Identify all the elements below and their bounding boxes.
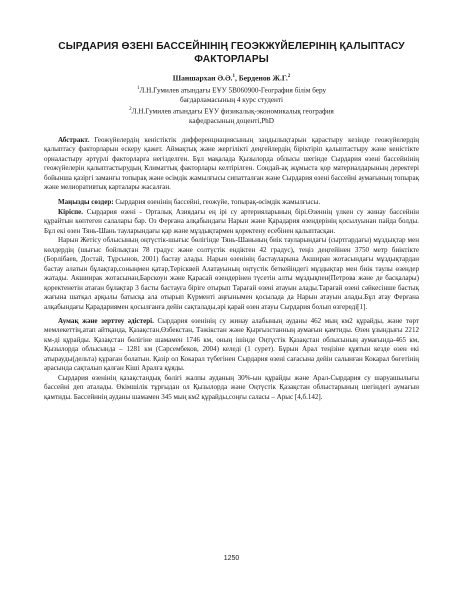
author-affiliation-mark: 2 xyxy=(287,74,291,79)
intro-paragraph xyxy=(44,208,419,237)
affiliation-mark: 1 xyxy=(136,85,140,91)
affiliation-text: Л.Н.Гумилев атындағы ЕҰУ физикалық-экономикалық география xyxy=(131,107,334,116)
affiliation-line xyxy=(44,105,419,117)
abstract-paragraph xyxy=(44,136,419,193)
paper-title: СЫРДАРИЯ ӨЗЕНІ БАССЕЙНІНІҢ ГЕОЭКЖҮЙЕЛЕРІНІҢ ҚАЛЫПТАСУ ФАКТОРЛАРЫ xyxy=(58,41,405,65)
author-line xyxy=(44,72,419,84)
study-label: Аумақ және зерттеу әдістері. xyxy=(58,316,154,325)
author-affiliation-mark: 1 xyxy=(232,74,235,79)
affiliation-line: бағдарламасының 4 курс студенті xyxy=(179,95,284,104)
affiliation-text: Л.Н.Гумилев атындағы ЕҰУ 5В060900-География білім беру xyxy=(139,85,327,94)
study-paragraph xyxy=(44,317,419,374)
keywords-text: Сырдария өзенінің бассейні, геожүйе, топырақ-өсімдік жамылғысы. xyxy=(113,197,321,206)
body-paragraph: Сырдария өзенінің қазақстандық бөлігі жалпы ауданың 30%-ын құрайды және Арал-Сырдария су шаруашылығы бассейні деп аталады. Өкімшілік тұрғыдан ол Қызылорда және Оңтүстік Қазақстан облыстарының шегіндегі аумағын қамтиды. Бассейннің ауданы шамамен 345 мың км2 құрайды,соңғы саласы – Арыс [4,б.142]. xyxy=(44,373,419,401)
author-name: Берденов Ж.Г. xyxy=(238,73,288,83)
keywords-paragraph xyxy=(44,198,419,208)
affiliation xyxy=(44,84,419,106)
study-text: Сырдария өзенінің су жинау алабының ауданы 462 мың км2 құрайды, және төрт мемлекеттің,атап айтқанда, Қазақстан,Өзбекстан, Тәжікстан және Қырғызстанның аумағын қамтиды. Өзен ұзындығы 2212 км-ді құрайды. Қазақстан бөлігіне шамамен 1746 км, оның ішінде Оңтүстік Қазақстан облысының аумағында-465 км, Қызылорда облысында – 1281 км (Сәрсембеков, 2004) келеді (1 сурет). Бұрын Арал теңізіне құятын кезде өзен екі атырауды(дельта) құраған болатын. Қазір ол Кокарал түбегінен Сырдария өзені сағасына дейін салынған Кокарал бөгетінің арасында сақталып қалған Кіші Аралға құяды. xyxy=(44,316,419,373)
author-name: Шаншархан Ә.Ә. xyxy=(172,73,233,83)
page-number: 1250 xyxy=(223,555,240,562)
keywords-label: Маңызды сөздер: xyxy=(58,197,114,206)
abstract-text: Геожүйелердің кеністіктік дифференциациясының заңдылықтарын қарастыру кезінде геожүйелердің қалыптасу факторларын ескеру қажет. Аймақтық және жергілікті деңгейлердің біріктіріп қалыптастыру және кеністікте орналастыру әртүрлі факторларға негізделген. Бұл мақалада Қызылорда облысы шегінде Сырдария өзені бассейнінің геожүйелерін қалыптастырудың Климаттық факторлары келтірілген. Сондай-ақ жұмыста қор материалдарының деректері бойынша қазіргі заманғы топырақ және өсімдік жамылғысы сипатталған және Сырдария өзені бассейні аумағының топырақ және мелиоративтық карталары жасалған. xyxy=(44,135,419,192)
affiliation-mark: 2 xyxy=(129,107,132,113)
intro-label: Кіріспе. xyxy=(58,207,84,216)
abstract-label: Абстракт. xyxy=(58,135,90,144)
affiliation xyxy=(44,105,419,127)
affiliation-line xyxy=(44,84,419,96)
affiliation-line: кафедрасының доценті,PhD xyxy=(189,117,274,126)
body-paragraph: Нарын Жетісу облысының оңтүстік-шығыс бөлігінде Тянь-Шаньның биік тауларындағы (сыртгардағы) мұздықтар мен көлдердің (шығыс бойлықтан 78 градус және солтүстік ендіктен 42 градус), теңіз деңгейінен 3750 метр биіктікте (Борлібаев, Достай, Тұрсынов, 2001) бастау алады. Нарын өзенінің бастауларына Акширан жотасындағы мұздықтардан бастау алатын бұлақтар,соныңмен қатар,Терісквей Алатауының оңтүстік беткейіндегі мұздықтар мен биік таулы өзендер жатады. Акшиирак жотасынан,Барскоун және Қарасай өзендерінен түсетін алты мұздықпен(Петрова және де басқалары) қоректенетін атаған бұлақтар 3 басты бастауға біріге отырып Тарағай өзені атауын алады.Тарағай өзені сәйкесінше бастық жағына шатқал арқылы батысқа ала отырып Күрменті аңғынымен қосылада да Нарын атауын алады.Бұл атау Ферғана алқабындағы Қарадариямен қосылғанға дейін сақталады,әрі қарай өзен атауы Сырдария болып өзгереді[1]. xyxy=(44,236,419,311)
author-separator: , xyxy=(234,73,239,83)
intro-text: Сырдария өзені - Орталық Азиядағы ең ірі су артерияларының бірі.Өзеннің үлкен су жинау бассейнін құрайтын көптеген салалары бар. Оз Ферғана алқабындағы Нарын және Қарадария өзендерінің қосылуынан пайда болды. Бұл екі өзен Тянь-Шань тауларындағы қар және мұздықтармен қоректену есебінен қалыптасқан. xyxy=(44,207,419,235)
